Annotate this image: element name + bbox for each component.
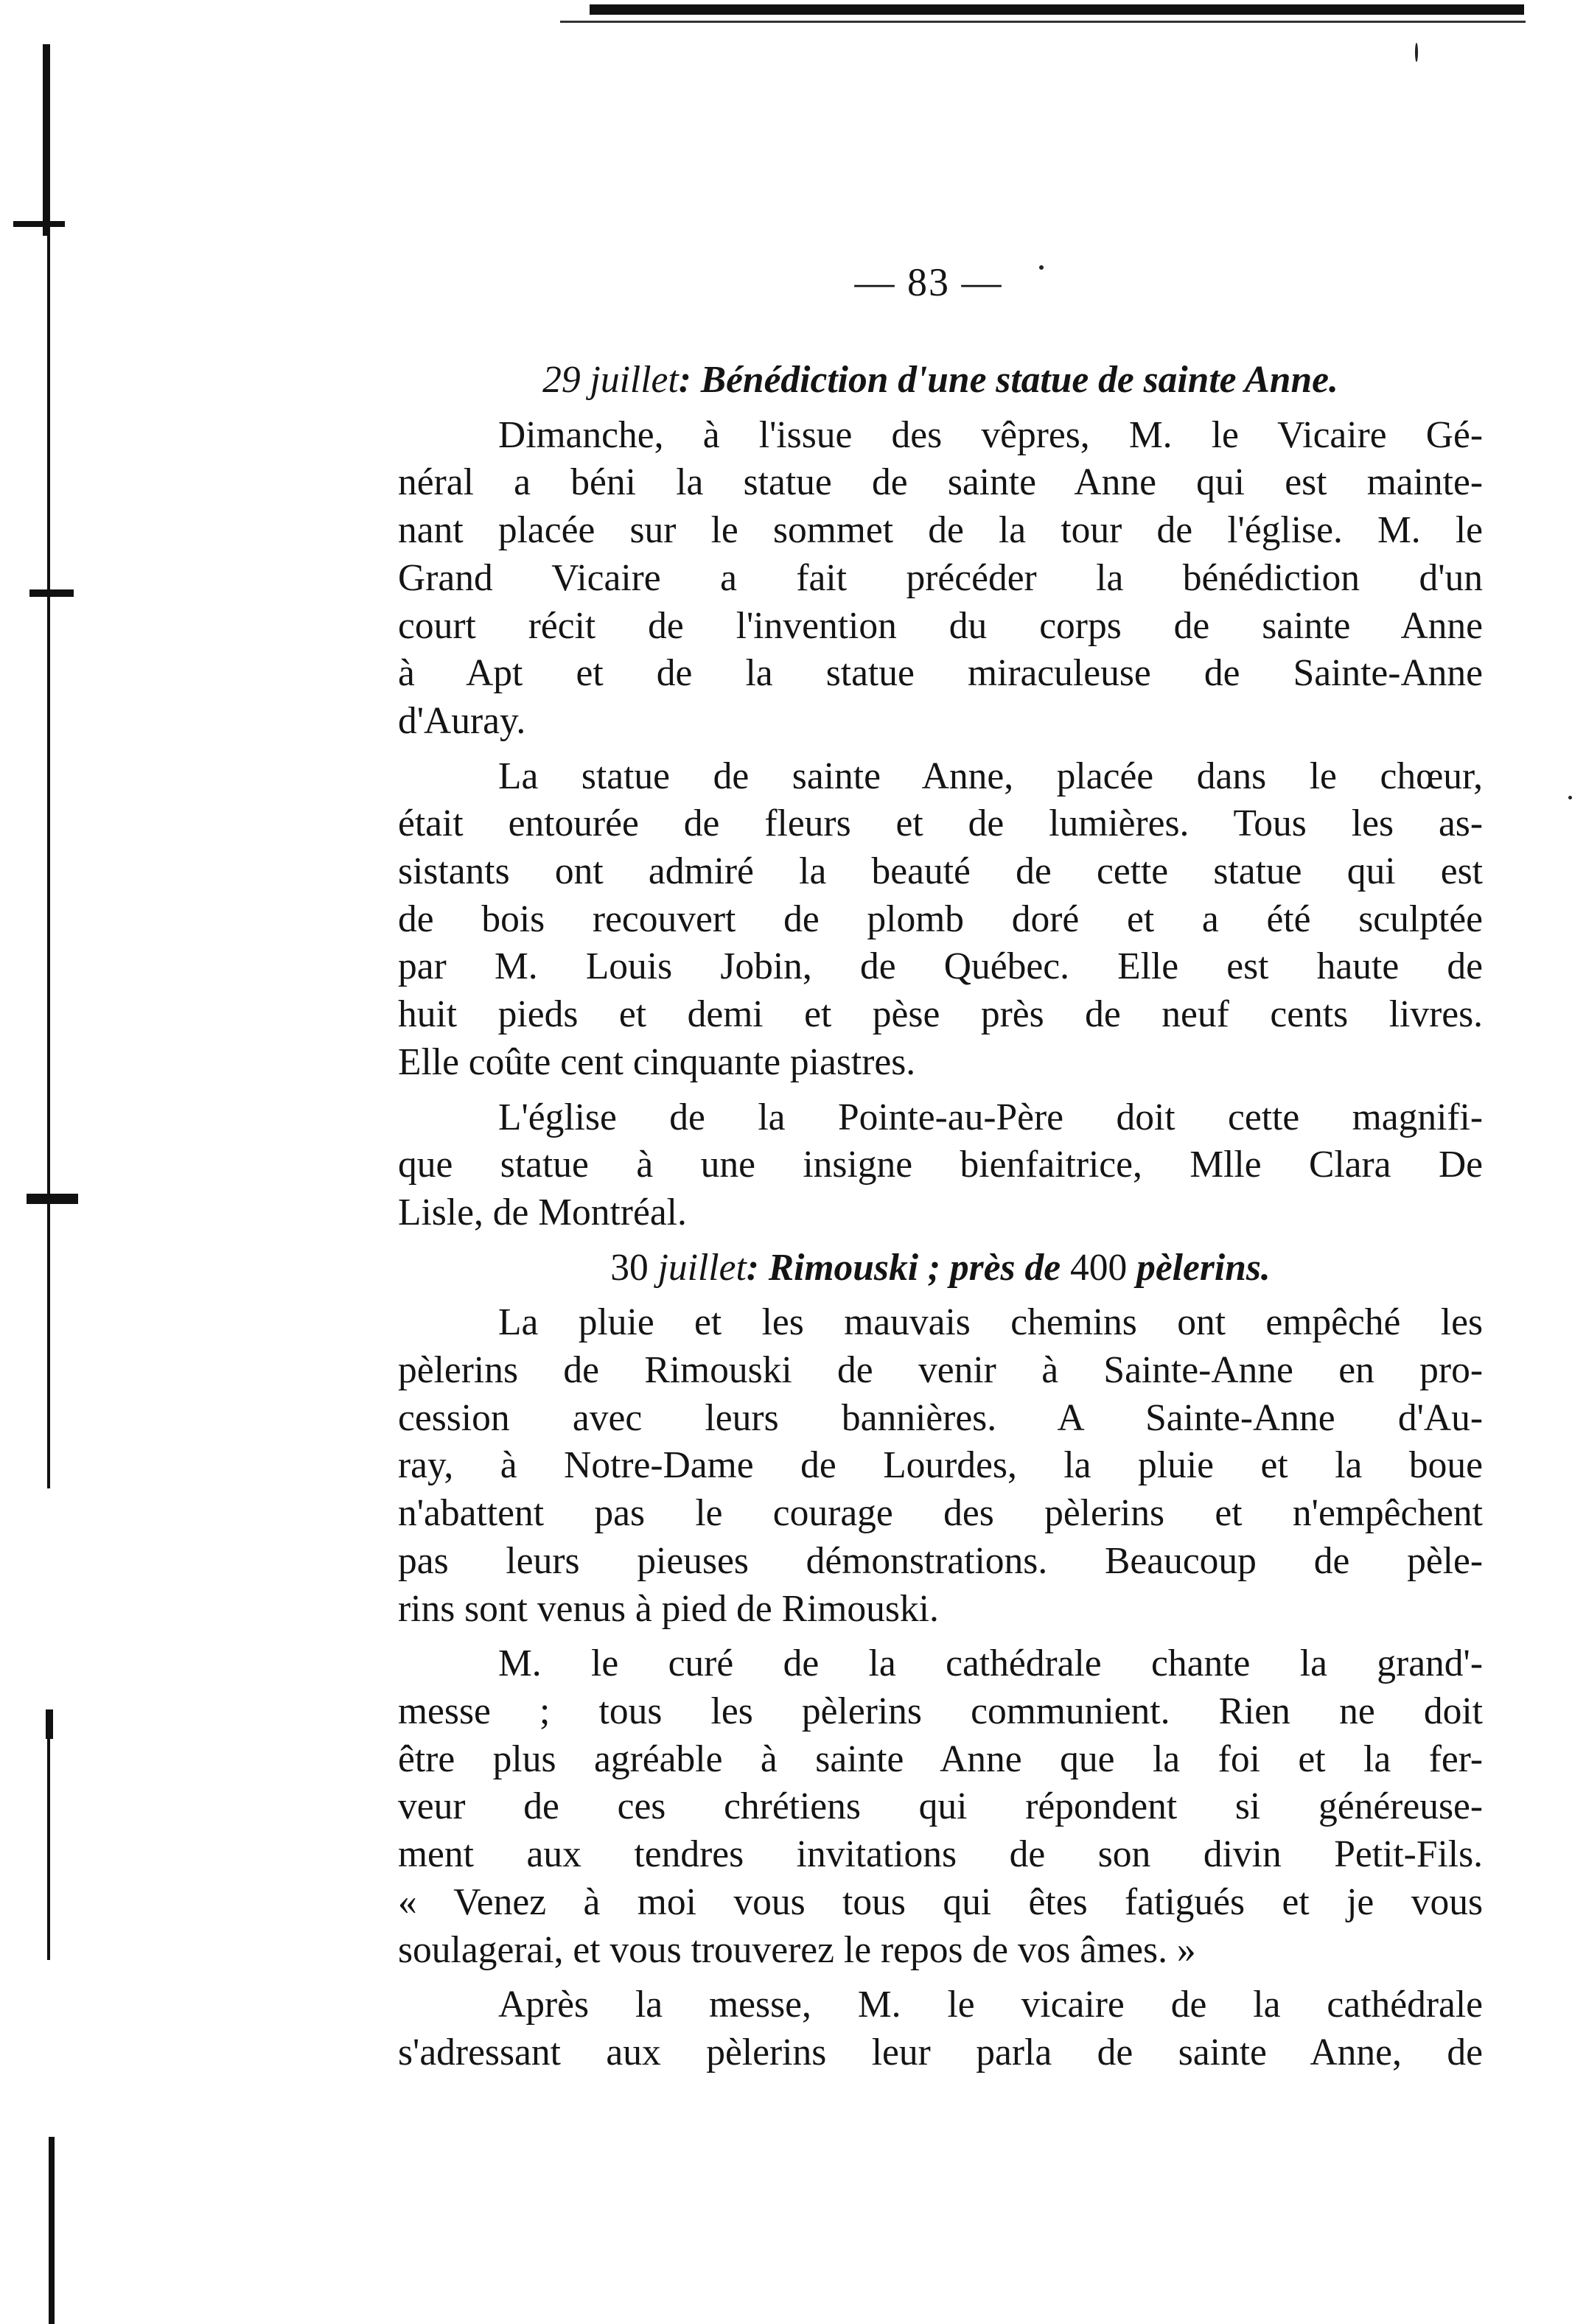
text-line: La statue de sainte Anne, placée dans le chœur, xyxy=(498,755,1483,797)
paragraph xyxy=(398,1640,1483,1974)
paragraph xyxy=(398,412,1483,746)
text-line: soulagerai, et vous trouverez le repos de vos âmes. » xyxy=(398,1928,1196,1971)
page-number: — 83 — xyxy=(854,260,1003,304)
section-heading xyxy=(398,1245,1483,1292)
section-title: : Rimouski ; près de xyxy=(746,1246,1070,1289)
text-line: huit pieds et demi et pèse près de neuf cents livres. xyxy=(398,993,1483,1036)
text-line: néral a béni la statue de sainte Anne qui est mainte- xyxy=(398,461,1483,504)
text-line: ray, à Notre-Dame de Lourdes, la pluie et la boue xyxy=(398,1444,1483,1487)
text-line: Lisle, de Montréal. xyxy=(398,1191,687,1233)
section-title: : Bénédiction d'une statue de sainte Anne. xyxy=(678,359,1338,401)
text-line: par M. Louis Jobin, de Québec. Elle est haute de xyxy=(398,945,1483,988)
text-line: être plus agréable à sainte Anne que la foi et la fer- xyxy=(398,1737,1483,1780)
text-line: ment aux tendres invitations de son divin Petit-Fils. xyxy=(398,1833,1483,1876)
section-date-number: 30 xyxy=(610,1246,649,1289)
text-line: Dimanche, à l'issue des vêpres, M. le Vicaire Gé- xyxy=(498,413,1483,456)
paragraph xyxy=(398,1981,1483,2076)
paragraph xyxy=(398,1299,1483,1633)
text-line: pèlerins de Rimouski de venir à Sainte-Anne en pro- xyxy=(398,1349,1483,1392)
paragraph xyxy=(398,1094,1483,1237)
page-body xyxy=(398,357,1483,2085)
text-line: nant placée sur le sommet de la tour de l'église. M. le xyxy=(398,509,1483,552)
top-rule-thin xyxy=(560,21,1526,23)
text-line: de bois recouvert de plomb doré et a été sculptée xyxy=(398,897,1483,940)
text-line: court récit de l'invention du corps de sainte Anne xyxy=(398,604,1483,647)
text-line: pas leurs pieuses démonstrations. Beaucoup de pèle- xyxy=(398,1539,1483,1582)
binding-edge xyxy=(0,0,81,2324)
text-line: sistants ont admiré la beauté de cette statue qui est xyxy=(398,850,1483,893)
text-line: M. le curé de la cathédrale chante la grand'- xyxy=(498,1642,1483,1685)
text-line: La pluie et les mauvais chemins ont empêché les xyxy=(498,1301,1483,1344)
pilgrim-count: 400 xyxy=(1069,1246,1128,1289)
text-line: veur de ces chrétiens qui répondent si généreuse- xyxy=(398,1785,1483,1828)
text-line: d'Auray. xyxy=(398,699,526,742)
text-line: que statue à une insigne bienfaitrice, Mlle Clara De xyxy=(398,1144,1483,1186)
text-line: Elle coûte cent cinquante piastres. xyxy=(398,1040,916,1083)
text-line: L'église de la Pointe-au-Père doit cette magnifi- xyxy=(498,1096,1483,1138)
section-date: 29 juillet xyxy=(542,359,679,401)
text-line: était entourée de fleurs et de lumières. Tous les as- xyxy=(398,802,1483,845)
section-title-end: pèlerins. xyxy=(1127,1246,1271,1289)
paragraph xyxy=(398,753,1483,1087)
text-line: Grand Vicaire a fait précéder la bénédiction d'un xyxy=(398,556,1483,599)
text-line: s'adressant aux pèlerins leur parla de sainte Anne, de xyxy=(398,2031,1483,2073)
section-heading xyxy=(398,357,1483,405)
text-line: à Apt et de la statue miraculeuse de Sainte-Anne xyxy=(398,652,1483,695)
scan-speck xyxy=(1039,265,1044,270)
top-rule xyxy=(590,4,1524,15)
text-line: n'abattent pas le courage des pèlerins et n'empêchent xyxy=(398,1492,1483,1535)
scan-speck xyxy=(1415,43,1418,62)
scan-speck xyxy=(1568,796,1572,799)
text-line: « Venez à moi vous tous qui êtes fatigués et je vous xyxy=(398,1880,1483,1923)
section-date: juillet xyxy=(648,1246,747,1289)
text-line: messe ; tous les pèlerins communient. Rien ne doit xyxy=(398,1690,1483,1732)
text-line: rins sont venus à pied de Rimouski. xyxy=(398,1587,939,1630)
text-line: Après la messe, M. le vicaire de la cathédrale xyxy=(498,1984,1483,2026)
text-line: cession avec leurs bannières. A Sainte-Anne d'Au- xyxy=(398,1396,1483,1439)
